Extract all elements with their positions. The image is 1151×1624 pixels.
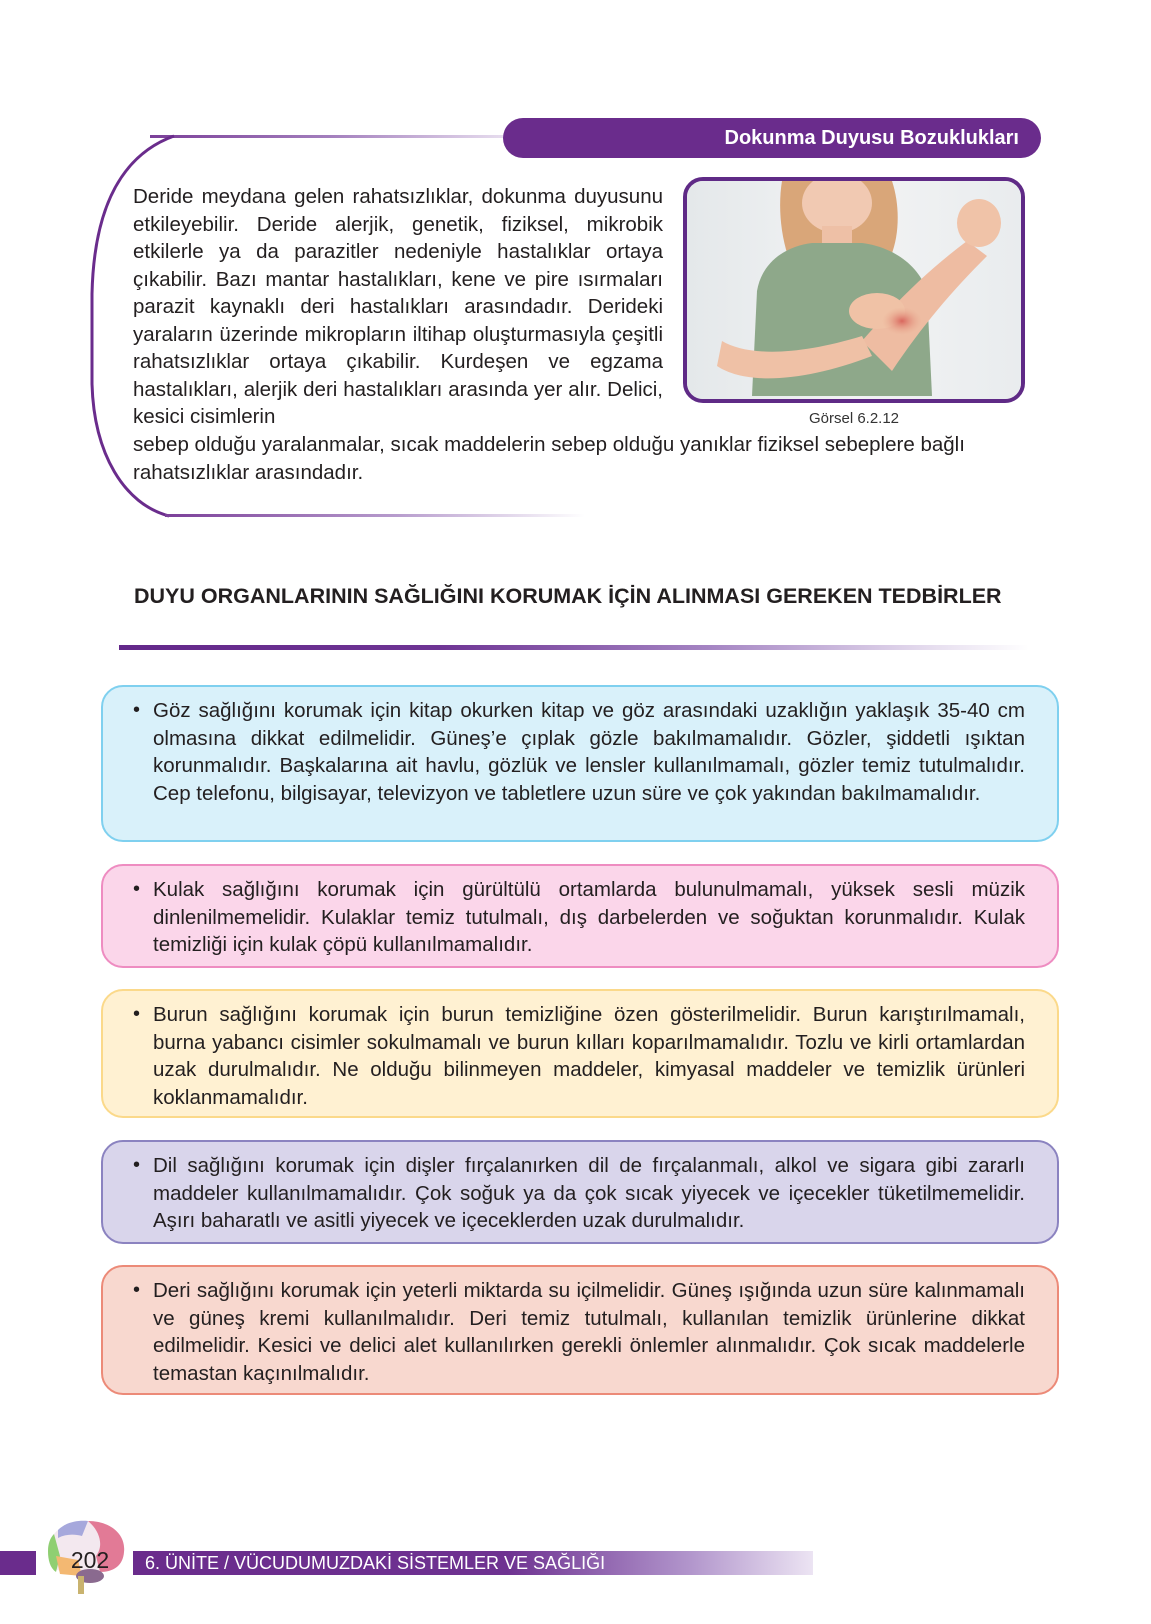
- heading-underline: [119, 645, 1029, 650]
- tip-box-skin: [101, 1265, 1059, 1395]
- intro-paragraph-tail: sebep olduğu yaralanmalar, sıcak maddelerin sebep olduğu yanıklar fiziksel sebeplere bağlı rahatsızlıklar arasındadır.: [133, 433, 965, 484]
- bullet-icon: •: [133, 1003, 141, 1025]
- section-title-pill: [503, 118, 1041, 158]
- footer-unit-bar: [133, 1551, 813, 1575]
- bullet-icon: •: [133, 1279, 141, 1301]
- tip-box-nose: [101, 989, 1059, 1118]
- tip-text-skin: Deri sağlığını korumak için yeterli miktarda su içilmelidir. Güneş ışığında uzun süre kalınmamalı ve güneş kremi kullanılmalıdır. Deri temiz tutulmalı, kullanılan temizlik ürünlerine dikkat edilmelidir. Kesici ve delici alet kullanılırken gerekli önlemler alınmalıdır. Çok sıcak maddelerle temastan kaçınılmalıdır.: [153, 1279, 1025, 1385]
- woman-scratching-arm-image: [687, 181, 1021, 399]
- section-arc-bottom: [165, 514, 585, 517]
- bullet-icon: •: [133, 878, 141, 900]
- section-arc-top: [150, 135, 510, 138]
- tip-text-nose: Burun sağlığını korumak için burun temizliğine özen gösterilmelidir. Burun karıştırılmamalı, burna yabancı cisimler sokulmamalı ve burun kılları koparılmamalıdır. Tozlu ve kirli ortamlardan uzak durulmalıdır. Ne olduğu bilinmeyen maddeler, kimyasal maddeler ve temizlik ürünleri koklanmamalıdır.: [153, 1003, 1025, 1109]
- tip-box-ear: [101, 864, 1059, 968]
- bullet-icon: •: [133, 1154, 141, 1176]
- figure-caption: Görsel 6.2.12: [808, 410, 900, 427]
- intro-paragraph: Deride meydana gelen rahatsızlıklar, dokunma duyusunu etkileyebilir. Deride alerjik, genetik, fiziksel, mikrobik etkilerle ya da parazitler nedeniyle hastalıklar ortaya çıkabilir. Bazı mantar hastalıkları, kene ve pire ısırmaları parazit kaynaklı deri hastalıkları arasındadır. Derideki yaraların üzerinde mikropların iltihap oluşturmasıyla çeşitli rahatsızlıklar ortaya çıkabilir. Kurdeşen ve egzama hastalıkları, alerjik deri hastalıkları arasında yer alır. Delici, kesici cisimlerin: [133, 185, 663, 428]
- precautions-heading: DUYU ORGANLARININ SAĞLIĞINI KORUMAK İÇİN ALINMASI GEREKEN TEDBİRLER: [134, 584, 1002, 608]
- section-title: Dokunma Duyusu Bozuklukları: [724, 126, 1019, 149]
- footer-bar-left: [0, 1551, 36, 1575]
- bullet-icon: •: [133, 699, 141, 721]
- unit-title: 6. ÜNİTE / VÜCUDUMUZDAKİ SİSTEMLER VE SAĞLIĞI: [145, 1553, 606, 1573]
- tip-box-eye: [101, 685, 1059, 842]
- figure-photo: [683, 177, 1025, 403]
- tip-text-ear: Kulak sağlığını korumak için gürültülü ortamlarda bulunulmamalı, yüksek sesli müzik dinlenilmemelidir. Kulaklar temiz tutulmalı, dış darbelerden ve soğuktan korunmalıdır. Kulak temizliği için kulak çöpü kullanılmamalıdır.: [153, 878, 1025, 956]
- tip-box-tongue: [101, 1140, 1059, 1244]
- tip-text-eye: Göz sağlığını korumak için kitap okurken kitap ve göz arasındaki uzaklığın yaklaşık 35-40 cm olmasına dikkat edilmelidir. Güneş’e çıplak gözle bakılmamalıdır. Gözler, şiddetli ışıktan korunmalıdır. Başkalarına ait havlu, gözlük ve lensler kullanılmamalı, gözler temiz tutulmalıdır. Cep telefonu, bilgisayar, televizyon ve tabletlere uzun süre ve çok yakından bakılmamalıdır.: [153, 699, 1025, 805]
- tip-text-tongue: Dil sağlığını korumak için dişler fırçalanırken dil de fırçalanmalı, alkol ve sigara gibi zararlı maddeler kullanılmamalıdır. Çok soğuk ya da çok sıcak yiyecek ve içecekler tüketilmemelidir. Aşırı baharatlı ve asitli yiyecek ve içeceklerden uzak durulmalıdır.: [153, 1154, 1025, 1232]
- page-number: 202: [70, 1547, 110, 1573]
